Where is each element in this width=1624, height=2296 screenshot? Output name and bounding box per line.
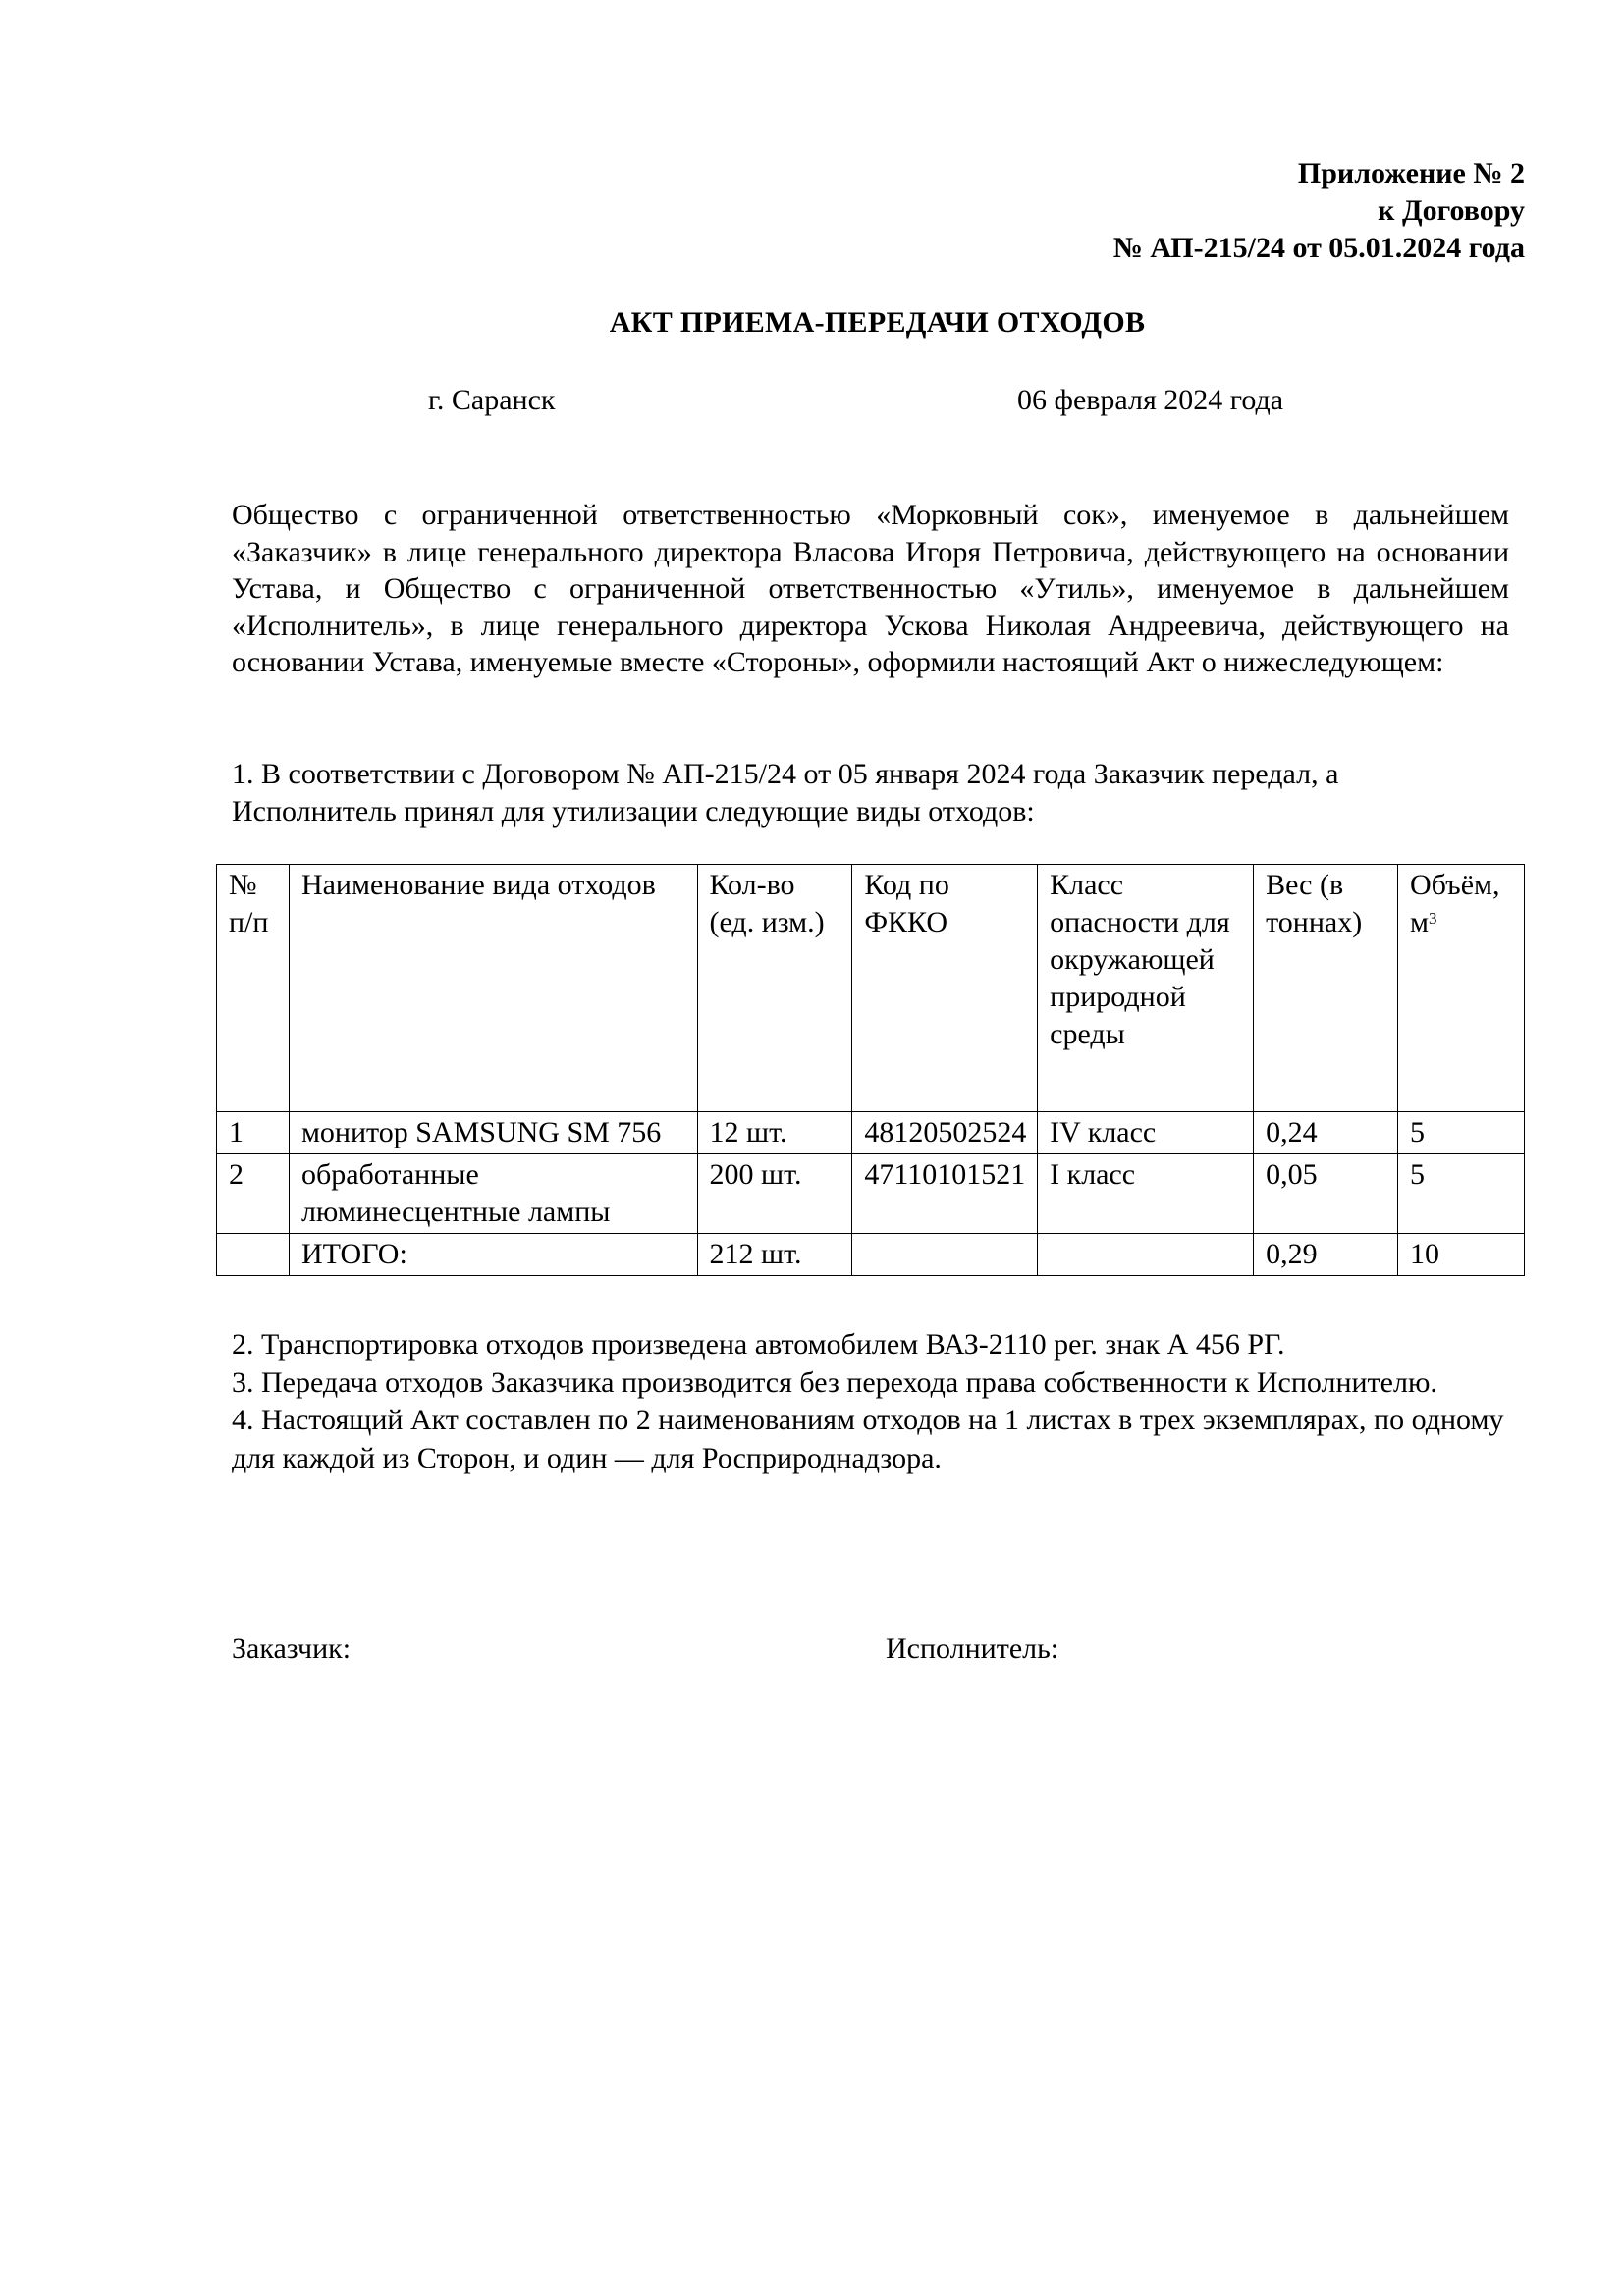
cell-code: 48120502524 — [852, 1112, 1038, 1154]
header-qty: Кол-во (ед. изм.) — [697, 865, 852, 1112]
cell-num: 2 — [217, 1154, 290, 1234]
table-row — [217, 1154, 1525, 1234]
cell-name: обработанные люминесцентные лампы — [289, 1154, 697, 1234]
appendix-contract-number: № АП-215/24 от 05.01.2024 года — [1112, 232, 1525, 264]
total-weight: 0,29 — [1254, 1234, 1398, 1276]
cell-name: монитор SAMSUNG SM 756 — [289, 1112, 697, 1154]
place: г. Саранск — [428, 384, 556, 416]
intro-paragraph: Общество с ограниченной ответственностью «Морковный сок», именуемое в дальнейшем «Заказчик» в лице генерального директора Власова Игоря Петровича, действующего на основании Устава, и Общество с ограниченной ответственностью «Утиль», именуемое в дальнейшем «Исполнитель», в лице генерального директора Ускова Николая Андреевича, действующего на основании Устава, именуемые вместе «Стороны», оформили настоящий Акт о нижеследующем: — [232, 499, 1509, 678]
cell-weight: 0,24 — [1254, 1112, 1398, 1154]
document-title-wrap — [0, 306, 1624, 340]
clause-3: 3. Передача отходов Заказчика производится без перехода права собственности к Исполнителю. — [232, 1365, 1437, 1399]
appendix-number: Приложение № 2 — [1297, 157, 1525, 189]
signature-customer: Заказчик: — [232, 1632, 352, 1665]
clause-2: 2. Транспортировка отходов произведена автомобилем ВАЗ-2110 рег. знак А 456 РГ. — [232, 1328, 1285, 1361]
document-title: АКТ ПРИЕМА-ПЕРЕДАЧИ ОТХОДОВ — [609, 306, 1146, 339]
clause-1: 1. В соответствии с Договором № АП-215/24 от 05 января 2024 года Заказчик передал, а Исполнитель принял для утилизации следующие виды отходов: — [232, 758, 1339, 828]
header-num: № п/п — [217, 865, 290, 1112]
total-hazard — [1038, 1234, 1254, 1276]
cell-volume: 5 — [1398, 1112, 1525, 1154]
cell-hazard: I класс — [1038, 1154, 1254, 1234]
clause-4: 4. Настоящий Акт составлен по 2 наименованиям отходов на 1 листах в трех экземплярах, по одному для каждой из Сторон, и один — для Росприроднадзора. — [232, 1404, 1504, 1474]
header-hazard: Класс опасности для окружающей природной среды — [1038, 865, 1254, 1112]
table-header-row — [217, 865, 1525, 1112]
cell-volume: 5 — [1398, 1154, 1525, 1234]
header-name: Наименование вида отходов — [289, 865, 697, 1112]
table-row — [217, 1112, 1525, 1154]
cell-num: 1 — [217, 1112, 290, 1154]
header-volume — [1398, 865, 1525, 1112]
cell-qty: 200 шт. — [697, 1154, 852, 1234]
cell-weight: 0,05 — [1254, 1154, 1398, 1234]
header-weight: Вес (в тоннах) — [1254, 865, 1398, 1112]
header-code: Код по ФККО — [852, 865, 1038, 1112]
table-total-row — [217, 1234, 1525, 1276]
total-label: ИТОГО: — [289, 1234, 697, 1276]
cell-hazard: IV класс — [1038, 1112, 1254, 1154]
total-num — [217, 1234, 290, 1276]
document-date: 06 февраля 2024 года — [1017, 384, 1284, 416]
signature-executor: Исполнитель: — [886, 1632, 1059, 1665]
appendix-header — [1113, 155, 1525, 267]
header-volume-label: Объём, м — [1410, 869, 1500, 938]
total-qty: 212 шт. — [697, 1234, 852, 1276]
appendix-contract-ref: к Договору — [1378, 194, 1525, 227]
closing-clauses — [232, 1326, 1528, 1477]
cell-code: 47110101521 — [852, 1154, 1038, 1234]
waste-table — [216, 864, 1525, 1276]
total-volume: 10 — [1398, 1234, 1525, 1276]
header-volume-sup: 3 — [1428, 909, 1437, 928]
cell-qty: 12 шт. — [697, 1112, 852, 1154]
total-code — [852, 1234, 1038, 1276]
